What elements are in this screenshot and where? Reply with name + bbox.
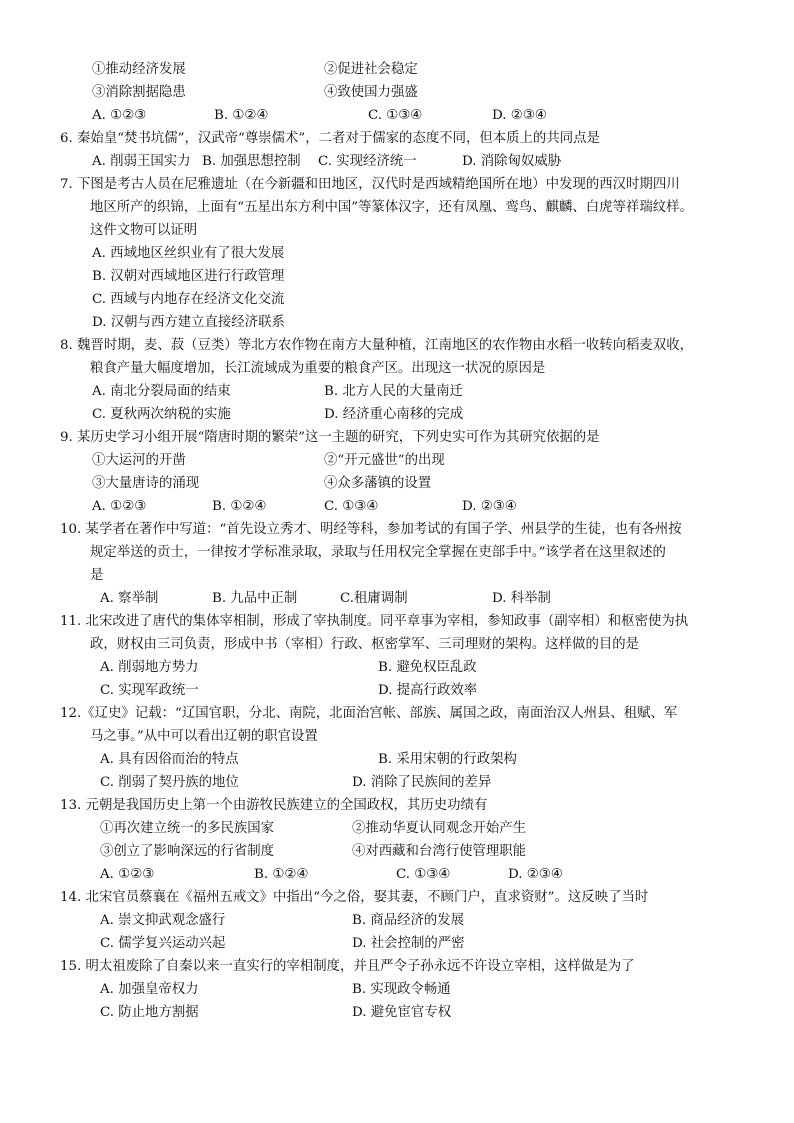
- option-text: C. 防止地方割据: [100, 1005, 199, 1020]
- option-text: B. ①②④: [212, 499, 267, 514]
- option-text: B. 九品中正制: [212, 591, 298, 606]
- option-text: C. 实现经济统一: [318, 154, 417, 169]
- question-text: 7. 下图是考古人员在尼雅遗址（在今新疆和田地区，汉代时是西域精绝国所在地）中发现的西汉时期四川: [60, 177, 680, 192]
- option-text: B. 避免权臣乱政: [378, 660, 477, 675]
- question-text: 马之事。”从中可以看出辽朝的职官设置: [90, 729, 318, 744]
- option-text: B. 加强思想控制: [202, 154, 301, 169]
- option-text: B. ①②④: [214, 108, 269, 123]
- option-text: ④致使国力强盛: [324, 85, 418, 100]
- option-text: ④众多藩镇的设置: [324, 476, 432, 491]
- question-text: C. 西域与内地存在经济文化交流: [92, 292, 285, 307]
- question-text: 地区所产的织锦，上面有“五星出东方利中国”等篆体汉字，还有凤凰、鸾鸟、麒麟、白虎等祥瑞纹样。: [90, 200, 693, 215]
- question-text: 12.《辽史》记载：“辽国官职，分北、南院，北面治宫帐、部族、属国之政，南面治汉人州县、租赋、军: [60, 706, 678, 721]
- option-text: A. ①②③: [100, 867, 155, 882]
- option-text: C. ①③④: [396, 867, 451, 882]
- option-text: ②推动华夏认同观念开始产生: [352, 821, 527, 836]
- option-text: B. 采用宋朝的行政架构: [378, 752, 517, 767]
- option-text: D. 消除了民族间的差异: [352, 775, 492, 790]
- option-text: A. 削弱地方势力: [100, 660, 199, 675]
- question-text: 11. 北宋改进了唐代的集体宰相制，形成了宰执制度。同平章事为宰相，参知政事（副宰相）和枢密使为执: [60, 614, 689, 629]
- option-text: ①推动经济发展: [92, 62, 186, 77]
- option-text: B. 商品经济的发展: [352, 913, 465, 928]
- question-text: 13. 元朝是我国历史上第一个由游牧民族建立的全国政权，其历史功绩有: [60, 798, 488, 813]
- option-text: C. 儒学复兴运动兴起: [100, 936, 226, 951]
- question-text: 规定举送的贡士，一律按才学标准录取，录取与任用权完全掌握在吏部手中。”该学者在这里叙述的: [90, 545, 666, 560]
- question-text: A. 西域地区丝织业有了很大发展: [92, 246, 285, 261]
- question-text: 9. 某历史学习小组开展“隋唐时期的繁荣”这一主题的研究，下列史实可作为其研究依据的是: [60, 430, 600, 445]
- question-text: 这件文物可以证明: [90, 223, 198, 238]
- option-text: C. ①③④: [324, 499, 379, 514]
- option-text: ①大运河的开凿: [92, 453, 186, 468]
- option-text: D. 科举制: [492, 591, 551, 606]
- question-text: 6. 秦始皇“焚书坑儒”，汉武帝“尊崇儒术”，二者对于儒家的态度不同，但本质上的共同点是: [60, 131, 600, 146]
- option-text: A. 加强皇帝权力: [100, 982, 199, 997]
- option-text: ④对西藏和台湾行使管理职能: [352, 844, 527, 859]
- option-text: ②“开元盛世”的出现: [324, 453, 445, 468]
- option-text: D. 消除匈奴威胁: [462, 154, 562, 169]
- option-text: ③创立了影响深远的行省制度: [100, 844, 275, 859]
- option-text: A. 具有因俗而治的特点: [100, 752, 239, 767]
- option-text: C. 实现军政统一: [100, 683, 199, 698]
- question-text: 15. 明太祖废除了自秦以来一直实行的宰相制度，并且严令子孙永远不许设立宰相，这样做是为了: [60, 959, 635, 974]
- option-text: C. ①③④: [368, 108, 423, 123]
- question-text: B. 汉朝对西域地区进行行政管理: [92, 269, 285, 284]
- question-text: 政，财权由三司负责，形成中书（宰相）行政、枢密掌军、三司理财的架构。这样做的目的是: [90, 637, 640, 652]
- option-text: C.租庸调制: [340, 591, 408, 606]
- option-text: A. 崇文抑武观念盛行: [100, 913, 226, 928]
- option-text: D. 经济重心南移的完成: [324, 407, 464, 422]
- option-text: C. 夏秋两次纳税的实施: [92, 407, 231, 422]
- option-text: D. 社会控制的严密: [352, 936, 465, 951]
- option-text: B. 北方人民的大量南迁: [324, 384, 463, 399]
- option-text: A. 南北分裂局面的结束: [92, 384, 231, 399]
- option-text: A. ①②③: [92, 108, 147, 123]
- option-text: D. ②③④: [492, 108, 547, 123]
- option-text: ①再次建立统一的多民族国家: [100, 821, 275, 836]
- option-text: A. 削弱王国实力: [92, 154, 191, 169]
- question-text: 14. 北宋官员蔡襄在《福州五戒文》中指出“今之俗，娶其妻，不顾门户，直求资财”。这反映了当时: [60, 890, 649, 905]
- option-text: C. 削弱了契丹族的地位: [100, 775, 239, 790]
- option-text: D. ②③④: [462, 499, 517, 514]
- option-text: D. ②③④: [508, 867, 563, 882]
- option-text: ③大量唐诗的涌现: [92, 476, 200, 491]
- option-text: A. ①②③: [92, 499, 147, 514]
- question-text: 10. 某学者在著作中写道：“首先设立秀才、明经等科，参加考试的有国子学、州县学的生徒，也有各州按: [60, 522, 682, 537]
- question-text: 粮食产量大幅度增加，长江流域成为重要的粮食产区。出现这一状况的原因是: [90, 361, 546, 376]
- question-text: 是: [90, 568, 104, 583]
- option-text: D. 避免宦官专权: [352, 1005, 452, 1020]
- question-text: 8. 魏晋时期，麦、菽（豆类）等北方农作物在南方大量种植，江南地区的农作物由水稻一收转向稻麦双收，: [60, 338, 693, 353]
- question-text: D. 汉朝与西方建立直接经济联系: [92, 315, 285, 330]
- option-text: ②促进社会稳定: [324, 62, 418, 77]
- option-text: D. 提高行政效率: [378, 683, 478, 698]
- option-text: B. 实现政令畅通: [352, 982, 451, 997]
- option-text: B. ①②④: [254, 867, 309, 882]
- option-text: A. 察举制: [100, 591, 159, 606]
- option-text: ③消除割据隐患: [92, 85, 186, 100]
